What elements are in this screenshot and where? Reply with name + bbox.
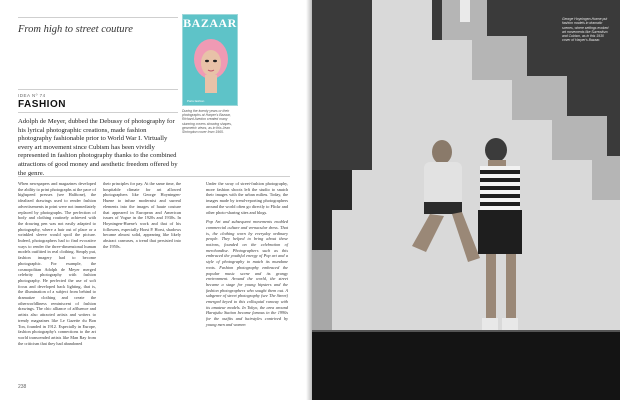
chapter-title: From high to street couture xyxy=(18,24,133,35)
right-page-photograph xyxy=(312,0,620,400)
body-column-1: When newspapers and magazines developed the ability to print photographs at the pace of highspeed presses (see Halftone), the idealized drawings used to render fashion advertisements in print were not immediately replaced by photographs. The perfection of body and clothing routinely achieved with the drawing pen was not easily adapted to photography, where a hair out of place or a wrinkled sleeve would spoil the picture. Indeed, photographers had to find evocative ways to render the three-dimensional human models outfitted in real clothing. Simply put, fashion imagery had to become photographic. For example, the cosmopolitan Adolph de Meyer merged celebrity photography with fashion photography. He perfected the use of soft focus and developed back lighting, that is, the illumination of a subject from behind to dramatize clothing and create the otherworldliness reminiscent of fashion drawings. The chic alliance of affluence and artists also attracted artists and writers to trendy magazines like Le Gazette du Bon Ton, founded in 1912. Especially in Europe, fashion photography's connections to the art world transcended artists like Man Ray from the criticism that they had abandoned xyxy=(18,181,96,346)
magazine-masthead: BAZAAR xyxy=(183,16,237,30)
body-rule xyxy=(18,176,290,177)
body-column-3 xyxy=(206,181,288,328)
model-portrait-icon xyxy=(191,37,231,93)
photo-caption: George Hoyningen-Huene put fashion models in dramatic scenes, where settings evoked art movements like Surrealism and Cubism, as in this 1930 cover of Harper's Bazaar. xyxy=(562,17,609,43)
idea-number: IDEA Nº 74 xyxy=(18,93,46,98)
fashion-photograph-illustration xyxy=(312,0,620,400)
section-rule-bottom xyxy=(18,112,178,113)
section-title: FASHION xyxy=(18,99,66,110)
section-rule-top xyxy=(18,89,178,90)
magazine-caption: During the twenty years or their photographs at Harper's Bazaar, Richard Avedon created many stunning covers showing shapes, geometric views, as in this Jean Shrimpton cover from 1965. xyxy=(182,109,232,135)
body-column-3-paragraph-1: Under the sway of street-fashion photography, more fashion shoots left the studio to snatch their images with the urban milieu. Today, the images made by trend-reporting photographers around the world often go directly to Flickr and other photo-sharing sites and blogs. xyxy=(206,181,288,215)
body-column-2: their principles for pay. At the same time, the hospitable climate for art allowed photographers like George Hoyningen-Huene to infuse modernist and surreal elements into the images of haute couture that appeared in European and American issues of Vogue in the 1920s and 1930s. In Hoyningen-Huene's work and that of his followers, especially Horst P. Horst, shadows became almost solid, appearing like likely abstract canvases, a trend that persisted into the 1950s. xyxy=(103,181,181,249)
body-column-3-paragraph-2: Pop Art and subsequent movements enabled commercial culture and vernacular dress. That is, the clothing worn by everyday ordinary people. They helped to bring about these notions, founded on the celebration of merchandise. Photographers such as this embraced the youthful energy of Pop art and a style of photography to match its mundane roots. Fashion photography embraced the popular music scene and its grungy environment. Around the world, the street became a stage for young hipsters and the fashion photographers who sought them out. A subgenre of street photography (see The Street) emerged keyed to this colloquial runway with its amateur models. In Tokyo, the area around Harajuku Station became famous in the 1990s for the outfits and hairstyles contrived by young men and women xyxy=(206,219,288,327)
page-number: 238 xyxy=(18,384,27,390)
intro-paragraph: Adolph de Meyer, dubbed the Debussy of photography for his lyrical photographic creations, made fashion photography fashionable prior to World War I. Virtually every art movement since Cubism has been vividly represented in fashion photography thanks to the combined attractions of good money and aesthetic freedom offered by the genre. xyxy=(18,118,178,177)
magazine-cover-image xyxy=(182,14,238,106)
magazine-cover-text: Paris fashion xyxy=(187,99,205,103)
chapter-rule xyxy=(18,17,178,18)
